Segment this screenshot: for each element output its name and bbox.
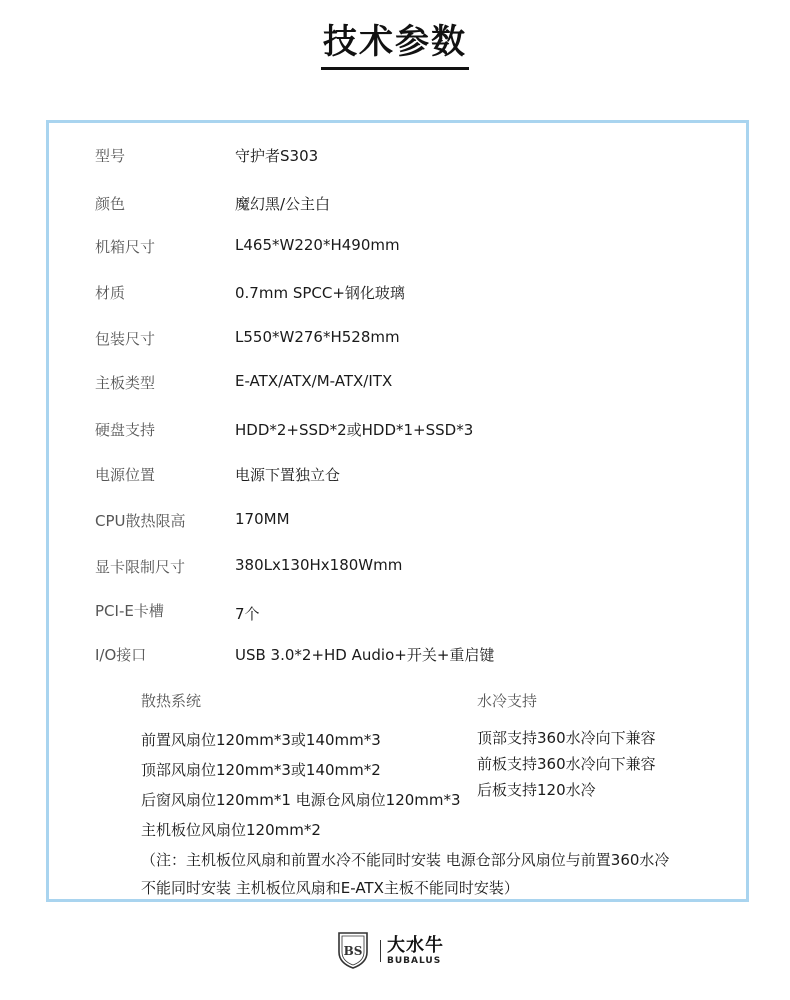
spec-label: 材质 — [95, 284, 126, 302]
spec-label: 机箱尺寸 — [95, 238, 156, 256]
spec-value: 魔幻黑/公主白 — [235, 195, 331, 213]
spec-value: 守护者S303 — [235, 147, 319, 165]
spec-row-drives — [95, 419, 695, 443]
spec-row-pcie — [95, 600, 695, 624]
fan-line: 前置风扇位120mm*3或140mm*3 — [141, 731, 381, 749]
spec-row-color — [95, 193, 695, 217]
brand-emblem-icon — [335, 930, 371, 970]
fan-line: 后窗风扇位120mm*1 电源仓风扇位120mm*3 — [141, 791, 461, 809]
brand-name-en: BUBALUS — [387, 956, 442, 966]
spec-label: 硬盘支持 — [95, 421, 156, 439]
spec-row-cpu-cooler — [95, 510, 695, 534]
spec-label: 颜色 — [95, 195, 126, 213]
spec-value: USB 3.0*2+HD Audio+开关+重启键 — [235, 646, 495, 664]
spec-value: 380Lx130Hx180Wmm — [235, 556, 403, 574]
svg-text:大水牛: 大水牛 — [387, 935, 444, 954]
spec-label: 包装尺寸 — [95, 330, 156, 348]
brand-logo — [335, 930, 465, 970]
spec-label: 电源位置 — [95, 466, 156, 484]
spec-value: HDD*2+SSD*2或HDD*1+SSD*3 — [235, 421, 474, 439]
page-title: 技术参数 — [321, 24, 469, 70]
spec-value: L465*W220*H490mm — [235, 236, 400, 254]
spec-row-case-size — [95, 236, 695, 260]
note-line-1: （注：主机板位风扇和前置水冷不能同时安装 电源仓部分风扇位与前置360水冷 — [141, 851, 670, 869]
page-title-wrap — [0, 24, 790, 70]
spec-value: 0.7mm SPCC+钢化玻璃 — [235, 284, 405, 302]
spec-label: I/O接口 — [95, 646, 147, 664]
spec-label: 型号 — [95, 147, 126, 165]
spec-row-model — [95, 145, 695, 169]
spec-value: 170MM — [235, 510, 290, 528]
spec-value: 电源下置独立仓 — [235, 466, 341, 484]
svg-text:BS: BS — [343, 944, 363, 958]
logo-divider — [380, 940, 381, 962]
spec-row-io — [95, 644, 695, 668]
fan-line: 主机板位风扇位120mm*2 — [141, 821, 321, 839]
water-line: 后板支持120水冷 — [477, 781, 596, 799]
spec-value: L550*W276*H528mm — [235, 328, 400, 346]
water-cooling-heading: 水冷支持 — [477, 692, 538, 710]
water-line: 顶部支持360水冷向下兼容 — [477, 729, 656, 747]
water-line: 前板支持360水冷向下兼容 — [477, 755, 656, 773]
spec-label: CPU散热限高 — [95, 512, 186, 530]
note-line-2: 不能同时安装 主机板位风扇和E-ATX主板不能同时安装） — [141, 879, 519, 897]
spec-row-material — [95, 282, 695, 306]
spec-row-motherboard — [95, 372, 695, 396]
brand-name-cn-icon — [387, 934, 457, 954]
fan-line: 顶部风扇位120mm*3或140mm*2 — [141, 761, 381, 779]
spec-label: 显卡限制尺寸 — [95, 558, 186, 576]
spec-value: 7个 — [235, 605, 260, 623]
spec-value: E-ATX/ATX/M-ATX/ITX — [235, 372, 393, 390]
spec-label: 主板类型 — [95, 374, 156, 392]
spec-row-psu-position — [95, 464, 695, 488]
spec-row-gpu-size — [95, 556, 695, 580]
spec-row-package-size — [95, 328, 695, 352]
spec-label: PCI-E卡槽 — [95, 602, 164, 620]
fans-heading: 散热系统 — [141, 692, 202, 710]
